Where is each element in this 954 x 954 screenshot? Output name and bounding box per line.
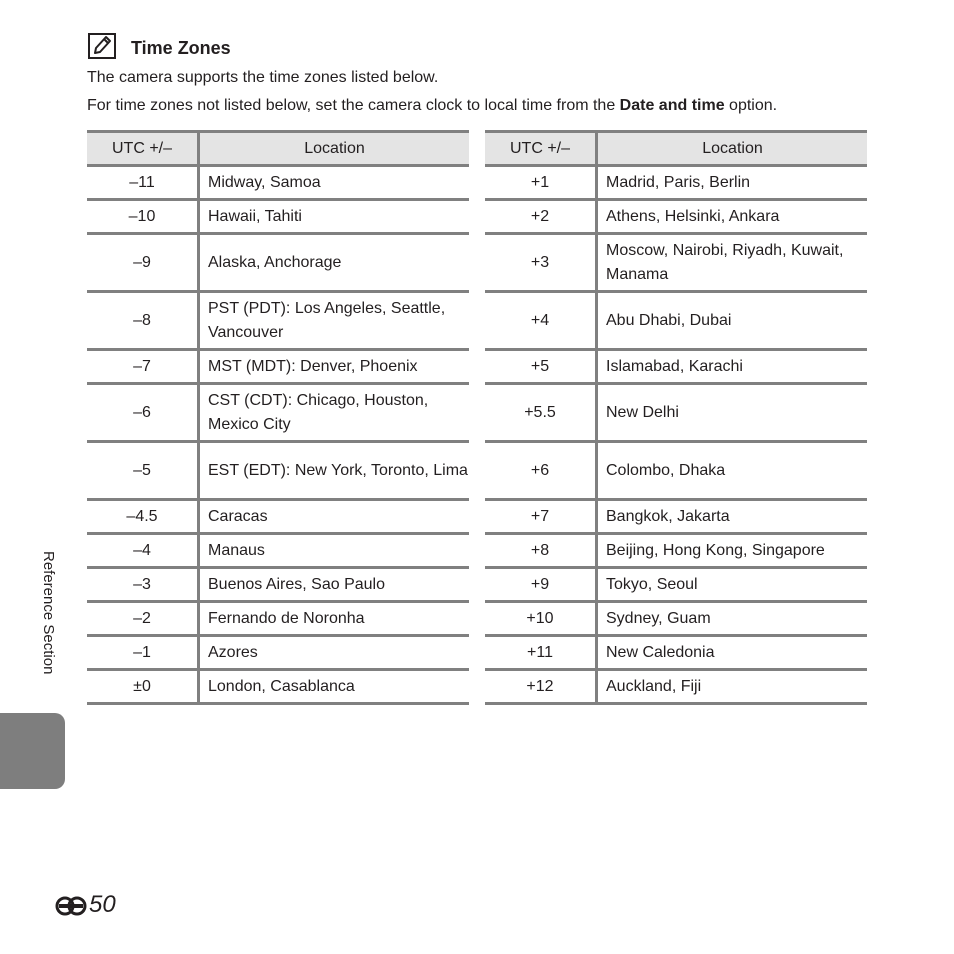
location-cell: New Caledonia (597, 636, 868, 670)
location-cell: Fernando de Noronha (199, 602, 470, 636)
location-cell: Auckland, Fiji (597, 670, 868, 704)
utc-offset-cell: –4 (87, 534, 199, 568)
table-row (87, 500, 469, 534)
table-row (485, 234, 867, 292)
table-row (485, 166, 867, 200)
utc-offset-cell: ±0 (87, 670, 199, 704)
page-number-text: 50 (89, 891, 116, 918)
location-cell: Colombo, Dhaka (597, 442, 868, 500)
utc-column-header: UTC +/– (485, 132, 597, 166)
utc-offset-cell: –1 (87, 636, 199, 670)
utc-offset-cell: +8 (485, 534, 597, 568)
location-cell: Tokyo, Seoul (597, 568, 868, 602)
utc-offset-cell: –8 (87, 292, 199, 350)
table-row (485, 500, 867, 534)
table-row (87, 568, 469, 602)
location-cell: Alaska, Anchorage (199, 234, 470, 292)
table-row (485, 442, 867, 500)
table-row (485, 568, 867, 602)
table-row (485, 670, 867, 704)
location-cell: PST (PDT): Los Angeles, Seattle, Vancouver (199, 292, 470, 350)
intro-instruction-suffix: option. (724, 97, 778, 114)
table-row (87, 234, 469, 292)
table-row (87, 200, 469, 234)
location-cell: Buenos Aires, Sao Paulo (199, 568, 470, 602)
utc-offset-cell: +6 (485, 442, 597, 500)
location-cell: Bangkok, Jakarta (597, 500, 868, 534)
intro-instruction-prefix: For time zones not listed below, set the camera clock to local time from the (87, 97, 620, 114)
location-cell: Hawaii, Tahiti (199, 200, 470, 234)
location-cell: EST (EDT): New York, Toronto, Lima (199, 442, 470, 500)
utc-offset-cell: +4 (485, 292, 597, 350)
location-cell: MST (MDT): Denver, Phoenix (199, 350, 470, 384)
location-cell: Beijing, Hong Kong, Singapore (597, 534, 868, 568)
table-row (485, 602, 867, 636)
location-cell: Manaus (199, 534, 470, 568)
location-cell: New Delhi (597, 384, 868, 442)
table-row (87, 384, 469, 442)
date-and-time-option: Date and time (619, 97, 725, 114)
utc-offset-cell: –9 (87, 234, 199, 292)
side-section-label: Reference Section (40, 551, 57, 675)
utc-offset-cell: +3 (485, 234, 597, 292)
utc-offset-cell: +10 (485, 602, 597, 636)
utc-offset-cell: –10 (87, 200, 199, 234)
section-title: Time Zones (131, 38, 231, 58)
section-tab (0, 713, 65, 789)
location-cell: Abu Dhabi, Dubai (597, 292, 868, 350)
location-cell: Midway, Samoa (199, 166, 470, 200)
location-cell: Sydney, Guam (597, 602, 868, 636)
utc-offset-cell: +5 (485, 350, 597, 384)
utc-offset-cell: +9 (485, 568, 597, 602)
utc-offset-cell: +12 (485, 670, 597, 704)
utc-offset-cell: –4.5 (87, 500, 199, 534)
utc-offset-cell: –5 (87, 442, 199, 500)
utc-offset-cell: +5.5 (485, 384, 597, 442)
time-zone-table-negative (87, 130, 469, 705)
utc-column-header: UTC +/– (87, 132, 199, 166)
e-reference-section-icon (55, 896, 87, 916)
table-row (87, 292, 469, 350)
table-row (485, 384, 867, 442)
utc-offset-cell: –3 (87, 568, 199, 602)
utc-offset-cell: –11 (87, 166, 199, 200)
location-cell: CST (CDT): Chicago, Houston, Mexico City (199, 384, 470, 442)
utc-offset-cell: –7 (87, 350, 199, 384)
table-header-row (87, 132, 469, 166)
location-cell: Athens, Helsinki, Ankara (597, 200, 868, 234)
table-row (485, 292, 867, 350)
table-row (87, 166, 469, 200)
table-header-row (485, 132, 867, 166)
location-column-header: Location (597, 132, 868, 166)
utc-offset-cell: +2 (485, 200, 597, 234)
table-row (87, 636, 469, 670)
table-row (87, 534, 469, 568)
table-row (485, 534, 867, 568)
table-row (87, 350, 469, 384)
intro-instruction (87, 97, 777, 115)
utc-offset-cell: +11 (485, 636, 597, 670)
location-column-header: Location (199, 132, 470, 166)
table-row (87, 670, 469, 704)
location-cell: Islamabad, Karachi (597, 350, 868, 384)
table-row (485, 200, 867, 234)
table-row (485, 636, 867, 670)
utc-offset-cell: +7 (485, 500, 597, 534)
intro-text: The camera supports the time zones listed below. (87, 69, 439, 86)
utc-offset-cell: +1 (485, 166, 597, 200)
utc-offset-cell: –2 (87, 602, 199, 636)
pencil-note-icon (88, 33, 116, 59)
table-row (485, 350, 867, 384)
utc-offset-cell: –6 (87, 384, 199, 442)
location-cell: Madrid, Paris, Berlin (597, 166, 868, 200)
location-cell: Caracas (199, 500, 470, 534)
table-row (87, 602, 469, 636)
location-cell: Moscow, Nairobi, Riyadh, Kuwait, Manama (597, 234, 868, 292)
location-cell: Azores (199, 636, 470, 670)
location-cell: London, Casablanca (199, 670, 470, 704)
table-row (87, 442, 469, 500)
time-zone-table-positive (485, 130, 867, 705)
